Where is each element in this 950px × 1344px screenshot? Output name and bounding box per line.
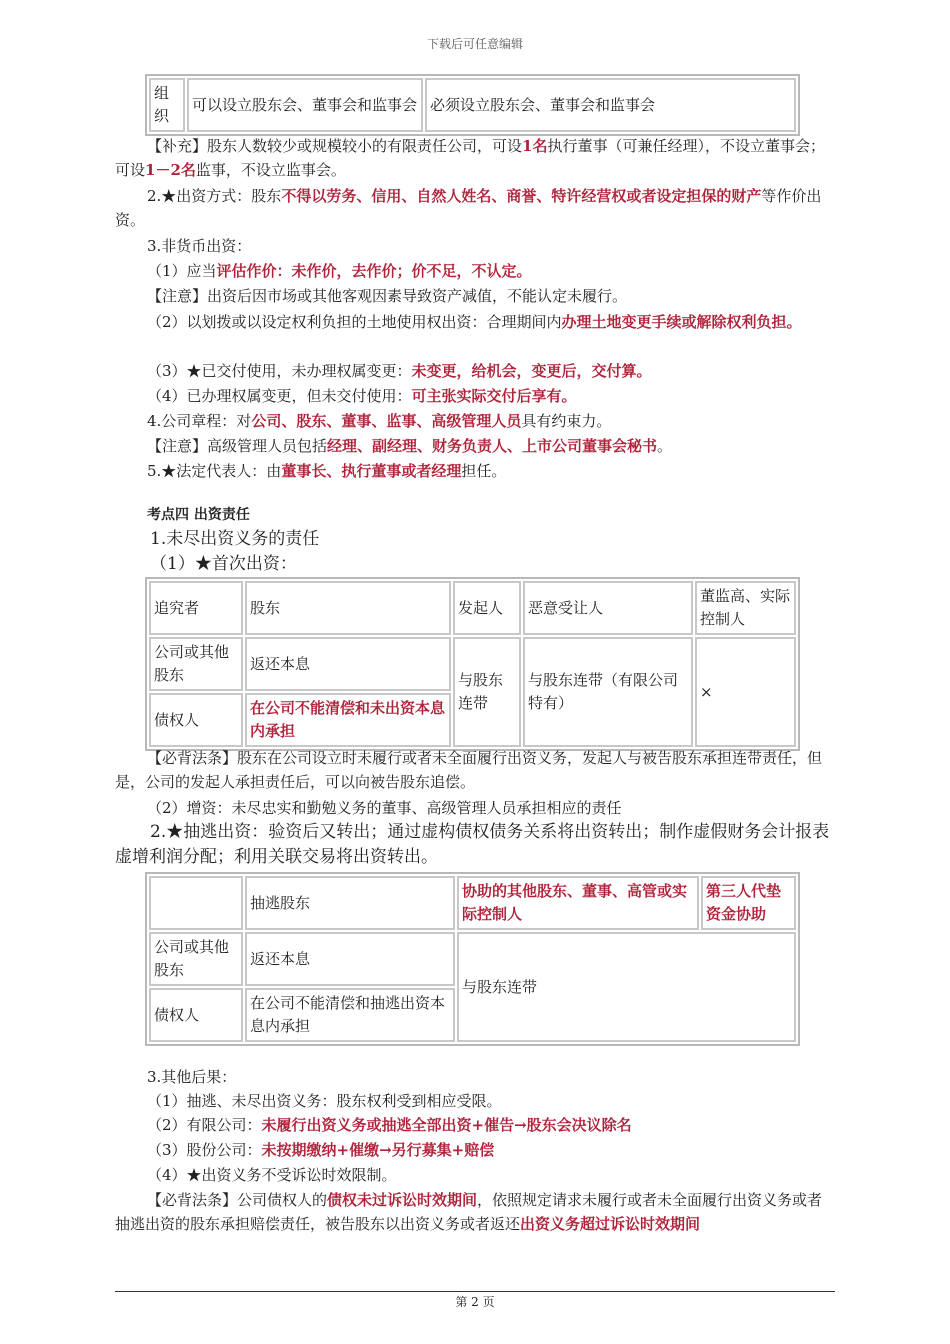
paragraph-law-creditor: 【必背法条】公司债权人的债权未过诉讼时效期间，依照规定请求未履行或者未全面履行出资义务或者抽逃出资的股东承担赔偿责任，被告股东以出资义务或者返还出资义务超过诉讼时效期间 — [115, 1191, 823, 1233]
table-header: 追究者 — [149, 581, 243, 635]
subheading-first-contribution: （1）★首次出资： — [150, 554, 297, 574]
table-cell: 可以设立股东会、董事会和监事会 — [187, 78, 423, 132]
withdrawal-table — [145, 872, 800, 1046]
table-cell: 公司或其他股东 — [149, 932, 243, 986]
table-cell: 在公司不能清偿和未出资本息内承担 — [245, 693, 451, 747]
table-cell: 必须设立股东会、董事会和监事会 — [425, 78, 796, 132]
table-cell: 与股东连带 — [457, 932, 796, 1042]
paragraph-legal-rep: 5.★法定代表人：由董事长、执行董事或者经理担任。 — [147, 462, 507, 480]
paragraph-note-impairment: 【注意】出资后因市场或其他客观因素导致资产减值，不能认定未履行。 — [147, 287, 628, 305]
paragraph-note-executives: 【注意】高级管理人员包括经理、副经理、财务负责人、上市公司董事会秘书。 — [147, 437, 673, 455]
table-cell: 债权人 — [149, 693, 243, 747]
paragraph-registered: （4）已办理权属变更，但未交付使用：可主张实际交付后享有。 — [147, 387, 577, 405]
paragraph-capital-increase: （2）增资：未尽忠实和勤勉义务的董事、高级管理人员承担相应的责任 — [147, 799, 622, 817]
page-header: 下载后可任意编辑 — [426, 37, 523, 51]
table-cell: 与股东连带（有限公司特有） — [523, 637, 693, 747]
first-contribution-table — [145, 577, 800, 751]
paragraph-rights-restricted: （1）抽逃、未尽出资义务：股东权利受到相应受限。 — [147, 1092, 502, 1110]
paragraph-no-limitation: （4）★出资义务不受诉讼时效限制。 — [147, 1166, 397, 1184]
table-cell: 返还本息 — [245, 932, 455, 986]
table-header: 抽逃股东 — [245, 876, 455, 930]
paragraph-articles: 4.公司章程：对公司、股东、董事、监事、高级管理人员具有约束力。 — [147, 412, 612, 430]
table-cell: 公司或其他股东 — [149, 637, 243, 691]
table-header: 董监高、实际控制人 — [695, 581, 796, 635]
table-cell: 与股东连带 — [453, 637, 521, 747]
organization-table — [145, 74, 800, 136]
paragraph-contribution-method: 2.★出资方式：股东不得以劳务、信用、自然人姓名、商誉、特许经营权或者设定担保的财产等作价出资。 — [115, 187, 822, 229]
paragraph-valuation: （1）应当评估作价：未作价，去作价；价不足，不认定。 — [147, 262, 532, 280]
page-number: 第 2 页 — [455, 1295, 495, 1309]
paragraph-land-use: （2）以划拨或以设定权利负担的土地使用权出资：合理期间内办理土地变更手续或解除权利负担。 — [147, 313, 802, 331]
table-header: 发起人 — [453, 581, 521, 635]
table-header — [149, 876, 243, 930]
table-cell: × — [695, 637, 796, 747]
footer-divider — [115, 1291, 835, 1292]
table-cell: 在公司不能清偿和抽逃出资本息内承担 — [245, 988, 455, 1042]
paragraph-withdrawal: 2.★抽逃出资：验资后又转出；通过虚构债权债务关系将出资转出；制作虚假财务会计报表虚增利润分配；利用关联交易将出资转出。 — [115, 822, 830, 867]
paragraph-limited-company: （2）有限公司：未履行出资义务或抽逃全部出资+催告→股东会决议除名 — [147, 1116, 632, 1134]
table-cell: 债权人 — [149, 988, 243, 1042]
subheading-unfulfilled: 1.未尽出资义务的责任 — [150, 529, 320, 549]
table-cell: 返还本息 — [245, 637, 451, 691]
paragraph-other-consequences: 3.其他后果： — [147, 1068, 237, 1086]
paragraph-joint-stock: （3）股份公司：未按期缴纳+催缴→另行募集+赔偿 — [147, 1141, 495, 1159]
paragraph-law-first-contribution: 【必背法条】股东在公司设立时未履行或者未全面履行出资义务，发起人与被告股东承担连带责任，但是，公司的发起人承担责任后，可以向被告股东追偿。 — [115, 749, 823, 791]
table-header: 股东 — [245, 581, 451, 635]
section-title: 考点四 出资责任 — [147, 507, 250, 523]
table-cell: 组织 — [149, 78, 185, 132]
paragraph-non-monetary: 3.非货币出资： — [147, 237, 252, 255]
paragraph-supplement: 【补充】股东人数较少或规模较小的有限责任公司，可设1名执行董事（可兼任经理），不设立董事会；可设1－2名监事，不设立监事会。 — [115, 137, 825, 179]
table-header: 协助的其他股东、董事、高管或实际控制人 — [457, 876, 699, 930]
table-header: 第三人代垫资金协助 — [701, 876, 796, 930]
paragraph-delivered: （3）★已交付使用，未办理权属变更：未变更，给机会，变更后，交付算。 — [147, 362, 652, 380]
table-header: 恶意受让人 — [523, 581, 693, 635]
